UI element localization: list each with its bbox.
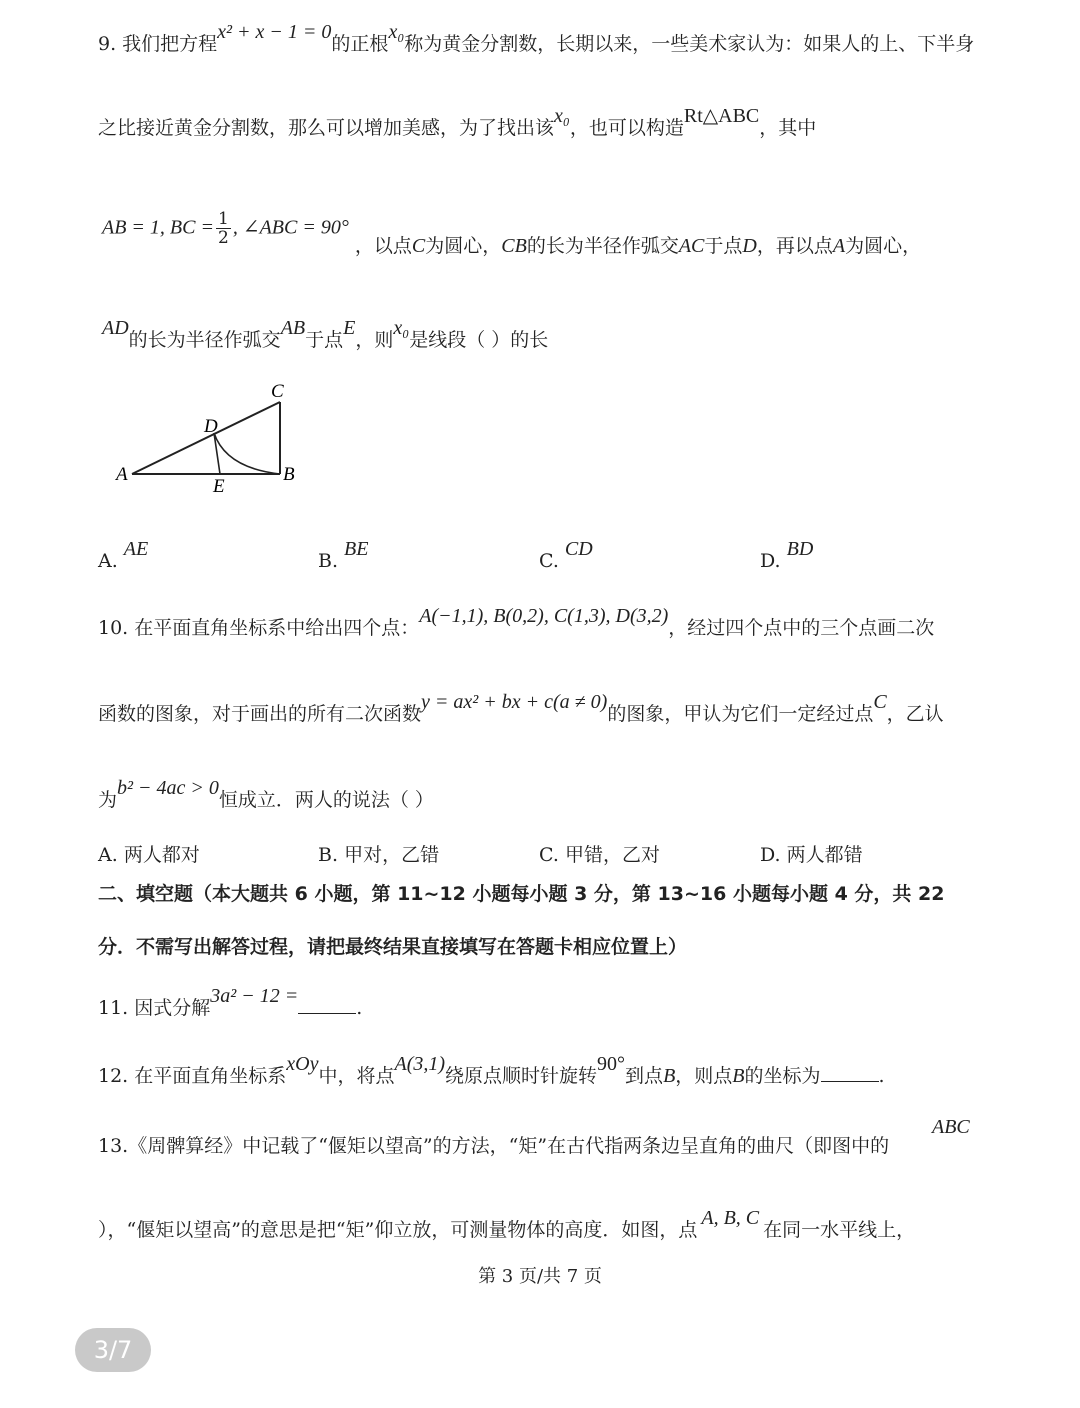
- math-symbol: AB: [280, 317, 306, 339]
- q9-text: ，则: [355, 329, 394, 351]
- option-value: AE: [123, 538, 149, 560]
- label-d: D: [204, 416, 218, 437]
- q9-text: 的长为半径作弧交: [128, 329, 281, 351]
- q9-text: 之比接近黄金分割数，那么可以增加美感，为了找出该: [98, 117, 555, 139]
- section-2-heading-line-2: 分．不需写出解答过程，请把最终结果直接填写在答题卡相应位置上）: [98, 936, 688, 958]
- q10-text: 恒成立．两人的说法（ ）: [218, 789, 434, 811]
- label-a: A: [116, 464, 128, 485]
- option-text: 两人都错: [786, 844, 863, 866]
- q9-text: 为圆心，: [425, 234, 502, 257]
- q12-line: [98, 1053, 980, 1090]
- xoy-symbol: xOy: [286, 1053, 319, 1075]
- points-abc: A, B, C: [701, 1207, 760, 1229]
- q11-line: [98, 985, 980, 1022]
- q10-text: 为: [98, 789, 118, 811]
- q13-line-2: [98, 1207, 980, 1244]
- option-value: CD: [564, 538, 593, 560]
- quadratic-equation: y = ax² + bx + c(a ≠ 0): [421, 691, 608, 713]
- q12-text: 绕原点顺时针旋转: [445, 1065, 598, 1087]
- abc-symbol: ABC: [932, 1116, 970, 1138]
- math-symbol: AC: [678, 234, 705, 257]
- q11-text: 11. 因式分解: [98, 997, 211, 1019]
- q9-line-1: [98, 21, 980, 58]
- q10-points: A(−1,1), B(0,2), C(1,3), D(3,2): [419, 605, 669, 627]
- point-a: A(3,1): [394, 1053, 446, 1075]
- q12-text: 中，将点: [318, 1065, 395, 1087]
- q12-text: ，则点: [675, 1065, 733, 1087]
- q10-text: ，经过四个点中的三个点画二次: [668, 617, 935, 639]
- math-symbol: CB: [501, 234, 527, 257]
- q9-number-text: 9. 我们把方程: [98, 33, 218, 55]
- q11-answer-blank[interactable]: [298, 995, 356, 1014]
- q9-option-d[interactable]: [760, 538, 814, 572]
- q9-line-4: [102, 317, 980, 354]
- q12-text: .: [878, 1065, 885, 1087]
- q13-text: ），“偃矩以望高”的意思是把“矩”仰立放，可测量物体的高度．如图，点: [98, 1219, 698, 1241]
- option-letter: A.: [98, 844, 118, 866]
- q9-option-c[interactable]: [539, 538, 593, 572]
- page-indicator[interactable]: 3/7: [75, 1328, 151, 1372]
- side-ac: [132, 402, 280, 474]
- right-triangle-label: Rt△ABC: [683, 105, 760, 127]
- math-symbol: AD: [102, 317, 129, 339]
- option-text: 甲对，乙错: [344, 844, 440, 866]
- math-symbol: A: [832, 234, 846, 257]
- discriminant-inequality: b² − 4ac > 0: [117, 777, 219, 799]
- q10-line-3: [98, 777, 980, 814]
- x0-symbol: x₀: [388, 21, 405, 43]
- math-symbol: C: [873, 691, 887, 713]
- q9-equation: x² + x − 1 = 0: [217, 21, 332, 43]
- option-letter: C.: [539, 550, 559, 572]
- section-2-heading-line-1: 二、填空题（本大题共 6 小题，第 11~12 小题每小题 3 分，第 13~16 小题每小题 4 分，共 22: [98, 883, 945, 905]
- option-value: BE: [344, 538, 369, 560]
- q12-text: 12. 在平面直角坐标系: [98, 1065, 287, 1087]
- page-footer: 第 3 页/共 7 页: [478, 1266, 602, 1287]
- arc-d-to-b: [214, 433, 280, 474]
- q10-line-2: [98, 691, 980, 728]
- q9-given-equation: AB = 1, BC =: [102, 216, 214, 239]
- q10-text: 10. 在平面直角坐标系中给出四个点：: [98, 617, 420, 639]
- point-b: B: [663, 1065, 676, 1087]
- q9-text: 于点: [704, 234, 743, 257]
- option-letter: D.: [760, 550, 781, 572]
- q10-text: 函数的图象，对于画出的所有二次函数: [98, 703, 422, 725]
- q10-option-a[interactable]: [98, 840, 200, 867]
- q11-text: .: [356, 997, 363, 1019]
- option-value: BD: [786, 538, 814, 560]
- x0-symbol: x₀: [554, 105, 570, 127]
- q9-text: 的长为半径作弧交: [526, 234, 679, 257]
- q11-expression: 3a² − 12 =: [210, 985, 299, 1007]
- option-letter: B.: [318, 844, 339, 866]
- option-letter: D.: [760, 844, 781, 866]
- q12-text: 到点: [625, 1065, 664, 1087]
- option-text: 两人都对: [123, 844, 200, 866]
- label-c: C: [271, 381, 284, 402]
- q13-line-1: [98, 1132, 980, 1160]
- q9-text: 是线段（ ）的长: [409, 329, 549, 351]
- q10-option-d[interactable]: [760, 840, 863, 867]
- triangle-figure: [108, 378, 308, 498]
- label-b: B: [283, 464, 295, 485]
- fraction-numerator: 1: [217, 209, 229, 229]
- q9-text: ，以点: [354, 234, 412, 257]
- angle-equation: , ∠ABC = 90°: [232, 216, 349, 239]
- q9-text: 为圆心，: [845, 234, 922, 257]
- fraction-denominator: 2: [217, 228, 229, 248]
- q9-option-b[interactable]: [318, 538, 369, 572]
- q9-option-a[interactable]: [98, 538, 149, 572]
- math-symbol: D: [742, 234, 757, 257]
- q9-line-3: [102, 209, 980, 257]
- q9-text: 的正根: [331, 33, 389, 55]
- q9-text: 称为黄金分割数，长期以来，一些美术家认为：如果人的上、下半身: [404, 33, 975, 55]
- q10-text: ，乙认: [886, 703, 944, 725]
- q13-text: 13.《周髀算经》中记载了“偃矩以望高”的方法，“矩”在古代指两条边呈直角的曲尺（即图中的: [98, 1135, 890, 1157]
- x0-symbol: x₀: [393, 317, 410, 339]
- q9-text: ，再以点: [756, 234, 833, 257]
- option-letter: C.: [539, 844, 559, 866]
- fraction-one-half: [216, 210, 231, 247]
- math-symbol: E: [343, 317, 356, 339]
- angle-90: 90°: [597, 1053, 626, 1075]
- q13-text: 在同一水平线上，: [763, 1219, 916, 1241]
- q9-text: ，也可以构造: [569, 117, 684, 139]
- q12-text: 的坐标为: [744, 1065, 821, 1087]
- q9-line-2: [98, 105, 980, 142]
- label-e: E: [213, 476, 225, 497]
- option-letter: B.: [318, 550, 339, 572]
- q10-option-c[interactable]: [539, 840, 660, 867]
- q9-text: ，其中: [759, 117, 817, 139]
- q10-option-b[interactable]: [318, 840, 439, 867]
- q10-text: 的图象，甲认为它们一定经过点: [607, 703, 874, 725]
- math-symbol: C: [411, 234, 426, 257]
- q9-text: 于点: [305, 329, 344, 351]
- q12-answer-blank[interactable]: [821, 1063, 879, 1082]
- q10-line-1: [98, 605, 980, 642]
- point-b: B: [732, 1065, 745, 1087]
- option-letter: A.: [98, 550, 118, 572]
- option-text: 甲错，乙对: [564, 844, 660, 866]
